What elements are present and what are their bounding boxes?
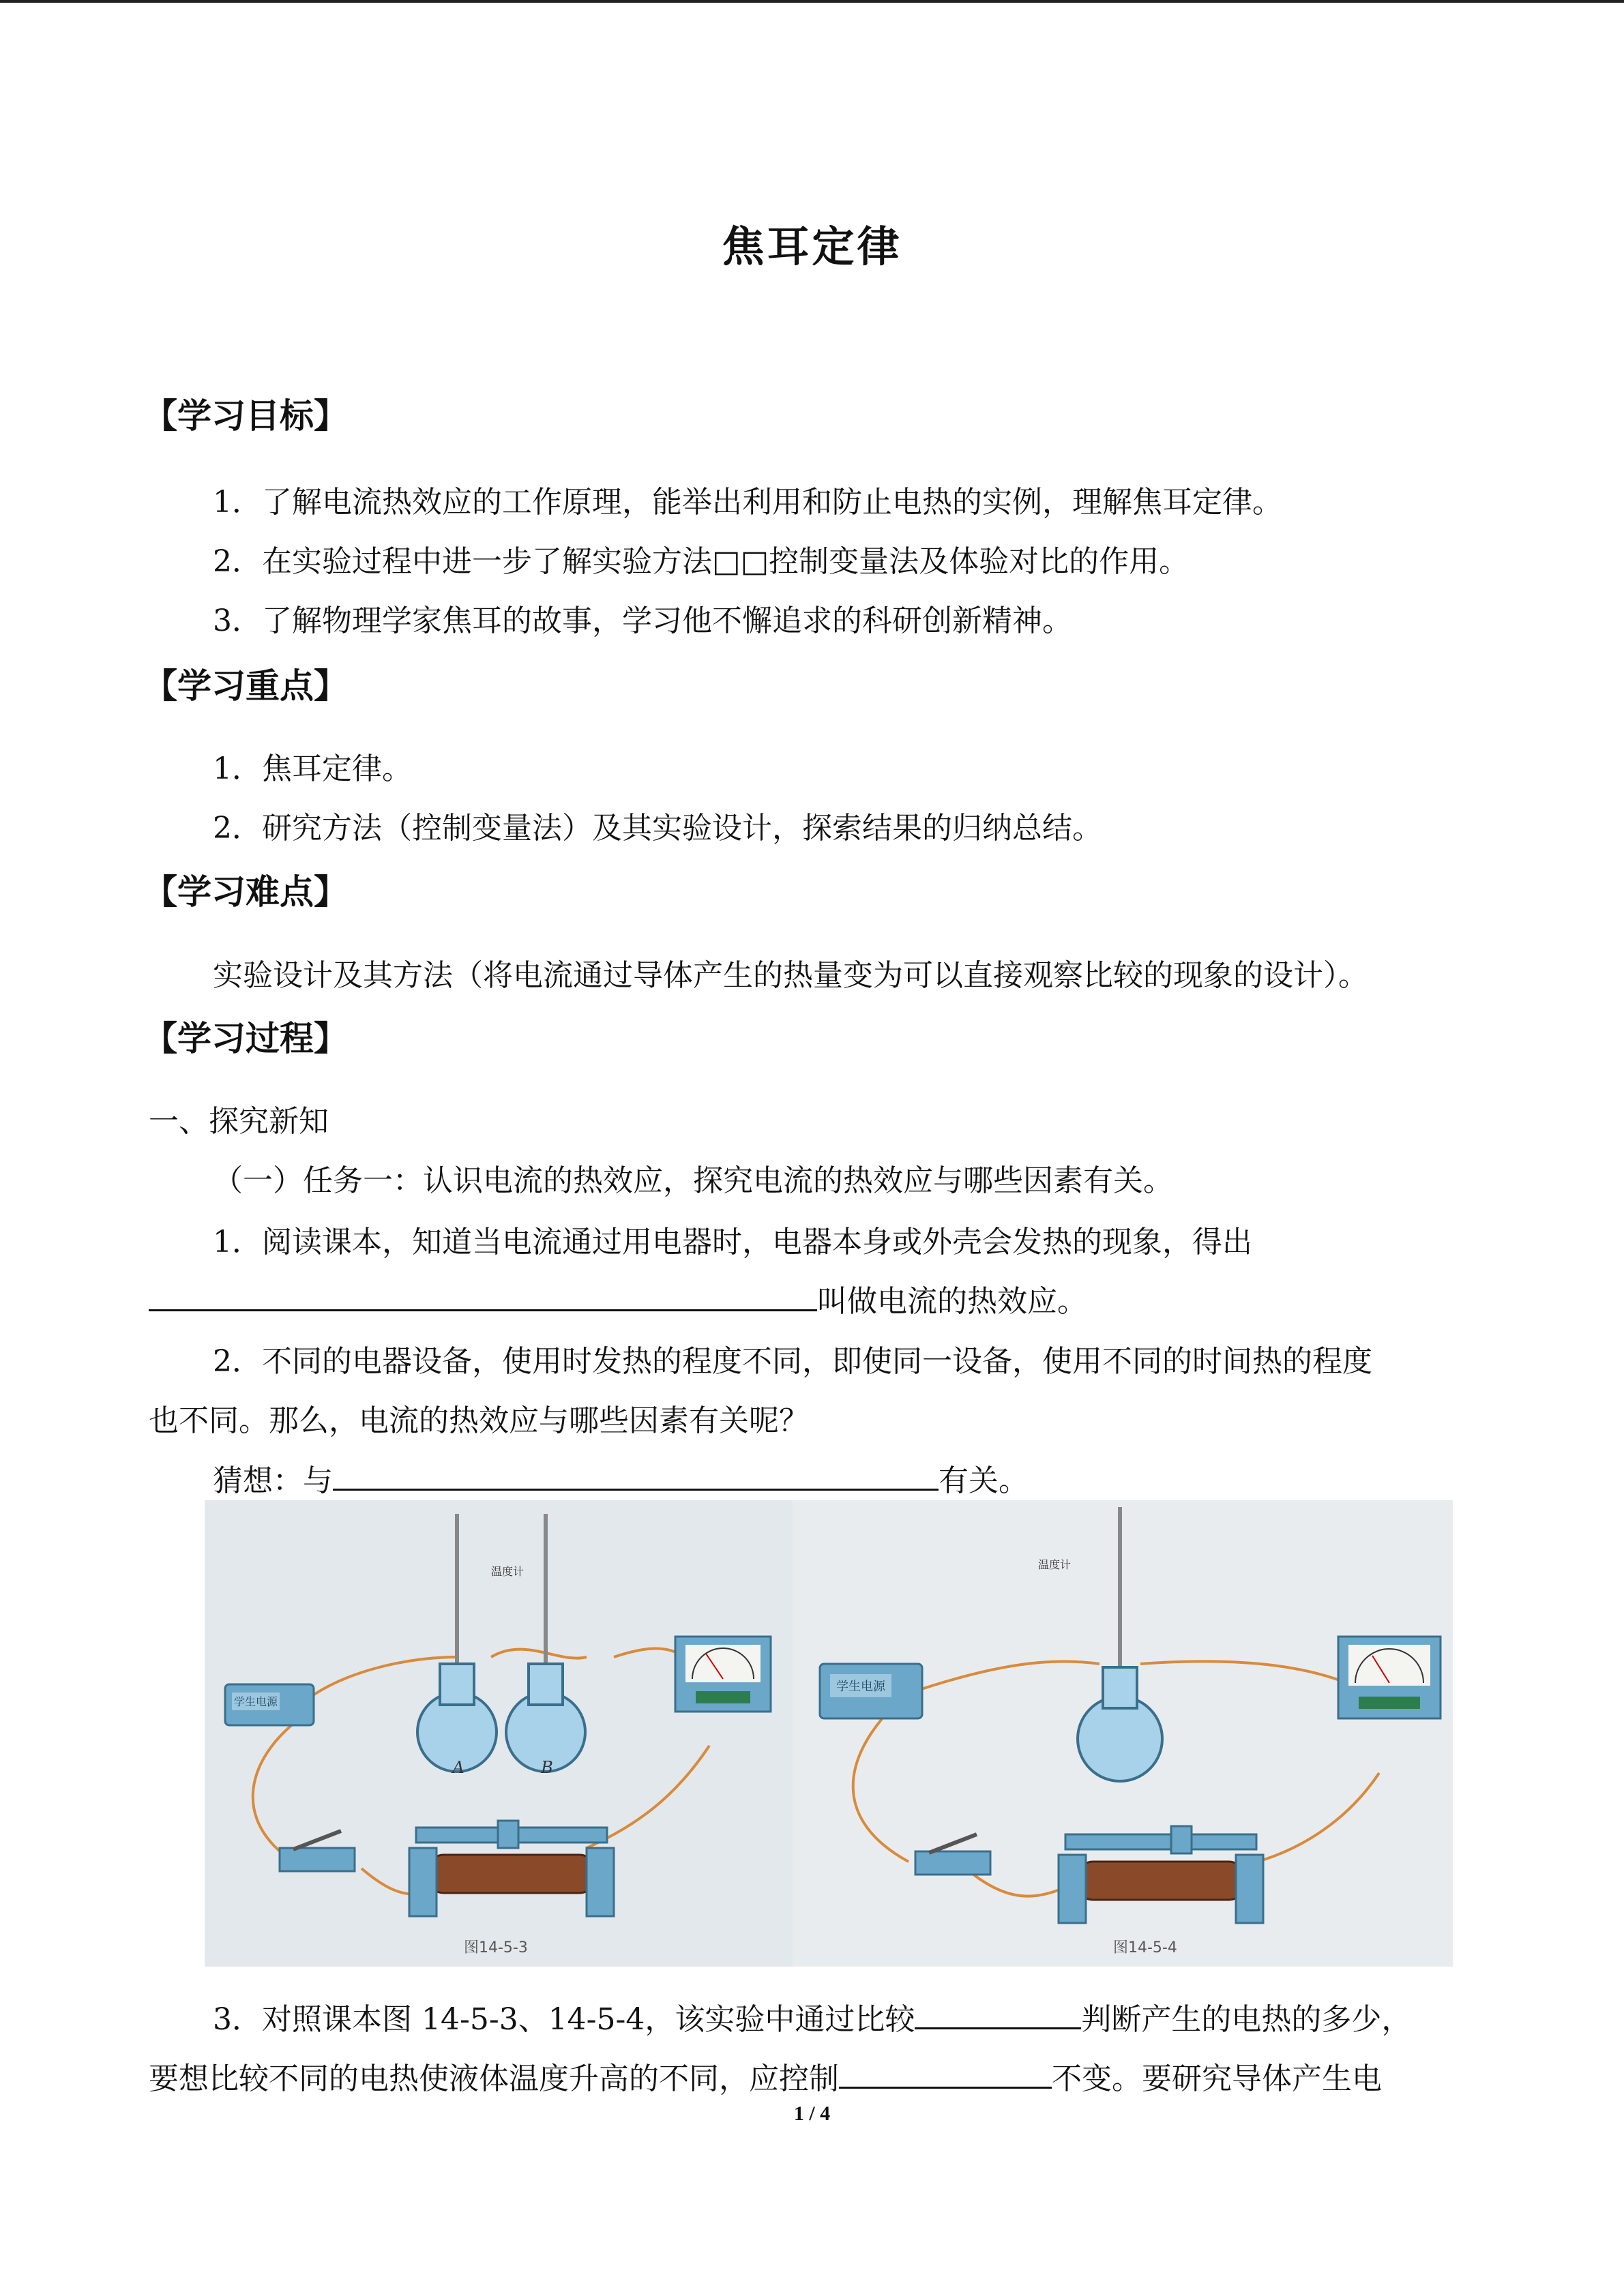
figure-caption-left: 图14-5-3 — [464, 1939, 528, 1956]
question-1-line-1: 1．阅读课本，知道当电流通过用电器时，电器本身或外壳会发热的现象，得出 — [213, 1225, 1252, 1259]
answer-blank-3a[interactable] — [915, 1997, 1081, 2029]
power-label-right: 学生电源 — [836, 1680, 885, 1694]
heading-process: 【学习过程】 — [143, 1019, 348, 1058]
top-border — [0, 0, 1624, 3]
objective-2: 2．在实验过程中进一步了解实验方法□□控制变量法及体验对比的作用。 — [213, 544, 1190, 579]
part-1-label: 一、探究新知 — [149, 1104, 329, 1139]
objective-3: 3．了解物理学家焦耳的故事，学习他不懈追求的科研创新精神。 — [213, 603, 1072, 638]
heading-key-points: 【学习重点】 — [143, 666, 348, 706]
heading-objectives: 【学习目标】 — [143, 396, 348, 436]
guess-line: 猜想：与 有关。 — [213, 1456, 1029, 1500]
difficulty-text: 实验设计及其方法（将电流通过导体产生的热量变为可以直接观察比较的现象的设计）。 — [213, 958, 1368, 993]
flask-a-label: A — [452, 1758, 464, 1777]
flask-b-label: B — [541, 1758, 553, 1777]
question-1-line-2: 叫做电流的热效应。 — [149, 1277, 1087, 1320]
page-title: 焦耳定律 — [722, 222, 902, 271]
key-point-1: 1．焦耳定律。 — [213, 751, 412, 786]
page-number: 1 / 4 — [793, 2102, 831, 2125]
figure-14-5-3 — [205, 1500, 793, 1967]
figure-14-5-4 — [793, 1500, 1453, 1967]
key-point-2: 2．研究方法（控制变量法）及其实验设计，探索结果的归纳总结。 — [213, 811, 1102, 846]
heading-difficulties: 【学习难点】 — [143, 872, 348, 912]
task-1: （一）任务一：认识电流的热效应，探究电流的热效应与哪些因素有关。 — [213, 1163, 1173, 1198]
answer-blank-1[interactable] — [149, 1279, 817, 1311]
question-2-line-2: 也不同。那么，电流的热效应与哪些因素有关呢？ — [149, 1403, 809, 1438]
objective-1: 1．了解电流热效应的工作原理，能举出利用和防止电热的实例，理解焦耳定律。 — [213, 485, 1282, 520]
power-label: 学生电源 — [233, 1695, 278, 1708]
experiment-figures — [205, 1500, 1453, 1967]
thermometer-label-left: 温度计 — [491, 1565, 525, 1578]
question-2-line-1: 2．不同的电器设备，使用时发热的程度不同，即使同一设备，使用不同的时间热的程度 — [213, 1344, 1372, 1379]
question-3-line-1: 3．对照课本图 14-5-3、14-5-4，该实验中通过比较 判断产生的电热的多少， — [213, 1995, 1411, 2038]
question-3-line-2: 要想比较不同的电热使液体温度升高的不同，应控制 不变。要研究导体产生电 — [149, 2054, 1382, 2098]
figure-caption-right: 图14-5-4 — [1113, 1939, 1177, 1956]
answer-blank-3b[interactable] — [839, 2057, 1052, 2089]
answer-blank-guess[interactable] — [333, 1459, 939, 1491]
thermometer-label-right: 温度计 — [1038, 1558, 1072, 1571]
